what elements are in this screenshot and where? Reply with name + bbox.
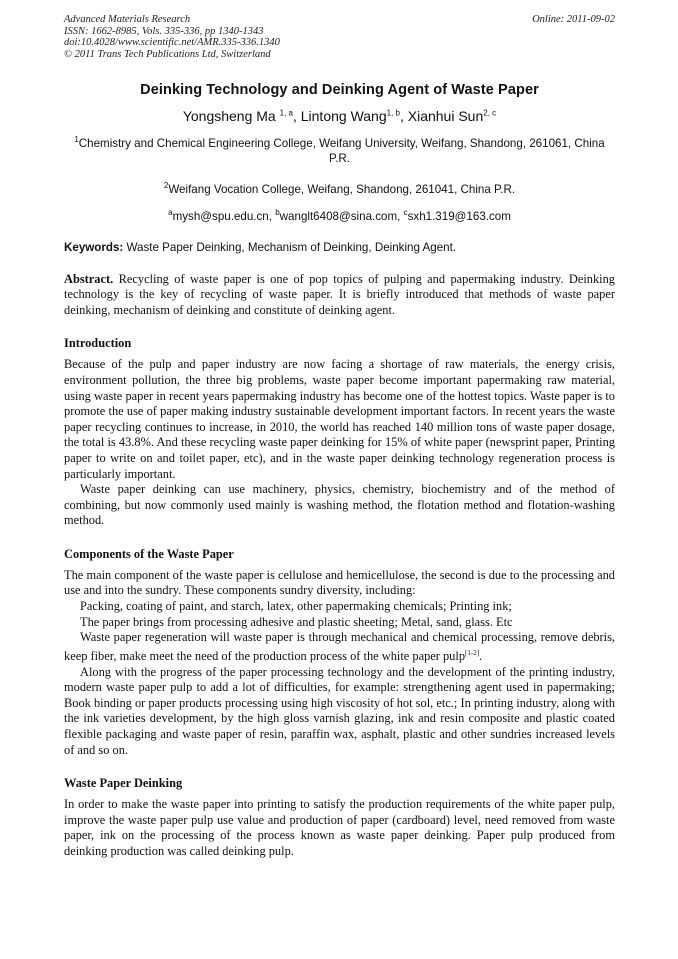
paragraph-end: . [479, 648, 483, 663]
author-name: Xianhui Sun [407, 108, 484, 124]
affiliation-text: Chemistry and Chemical Engineering College, Weifang University, Weifang, Shandong, 261061, China P.R. [78, 136, 605, 165]
paragraph: Because of the pulp and paper industry are now facing a shortage of raw materials, the energy crisis, environment pollution, the three big problems, waste paper become important papermaking raw material, using waste paper in recent years papermaking industry has become one of the hottest topics. Waste paper is to promote the use of paper making industry sustainable development important factors. In recent years the waste paper recycling continues to increase, in 2010, the world has reached 140 million tons of waste paper dosage, the total is 43.8%. And these recycling waste paper deinking for 15% of white paper (newsprint paper, Printing paper to write on and toilet paper, etc), and in the waste paper deinking technology regeneration process is particularly important. [64, 357, 615, 481]
affiliation-marker: 2 [163, 180, 169, 190]
author-affiliation-marker: 2, c [483, 108, 497, 118]
author-list: Yongsheng Ma $^{1, a}$, Lintong Wang$^{1, b}$, Xianhui Sun$^{2, c}$ [182, 108, 497, 124]
author-name: Yongsheng Ma [182, 108, 276, 124]
email-marker: b [275, 207, 280, 217]
email-link[interactable]: wanglt6408@sina.com [279, 209, 398, 223]
paragraph: The paper brings from processing adhesive and plastic sheeting; Metal, sand, glass. Etc [80, 614, 513, 629]
paragraph: Along with the progress of the paper processing technology and the development of the printing industry, modern waste paper pulp to add a lot of difficulties, for example: strengthening agent used in papermaking; Book binding or paper products processing using high viscosity of hot sol, etc.; In printing industry, along with the ink varieties development, by the high gloss varnish glazing, ink and resin composite and plastic coated flexible packaging and waste paper of resin, paraffin wax, asphalt, plastic and other sundries increased levels of and so on. [64, 664, 615, 757]
citation-reference[interactable]: [1-2] [465, 648, 480, 657]
author-name: Lintong Wang [300, 108, 387, 124]
journal-header [64, 14, 615, 60]
abstract-label: Abstract. [64, 271, 114, 286]
paragraph: In order to make the waste paper into printing to satisfy the production requirements of the white paper pulp, improve the waste paper pulp use value and production of paper (cardboard) level, need removed from waste paper, ink on the processing of the process known as waste paper deinking. Paper pulp produced from deinking production was called deinking pulp. [64, 797, 615, 858]
affiliation-marker: 1 [74, 135, 79, 144]
author-affiliation-marker: 1, b [386, 108, 400, 118]
section-heading-deinking: Waste Paper Deinking [64, 776, 183, 791]
paragraph: The main component of the waste paper is cellulose and hemicellulose, the second is due to the processing and use and into the sundry. These components sundry diversity, including: [64, 567, 615, 598]
email-link[interactable]: sxh1.319@163.com [407, 209, 511, 223]
keywords [64, 241, 615, 254]
paper-title: Deinking Technology and Deinking Agent of Waste Paper [140, 82, 539, 98]
copyright-line: © 2011 Trans Tech Publications Ltd, Switzerland [64, 48, 271, 60]
email-marker: a [168, 207, 173, 217]
section-heading-introduction: Introduction [64, 336, 132, 351]
section-heading-components: Components of the Waste Paper [64, 546, 234, 561]
paragraph [64, 630, 615, 664]
email-marker: c [403, 207, 408, 217]
doi-line: doi:10.4028/www.scientific.net/AMR.335-336.1340 [64, 37, 280, 48]
abstract-text: Recycling of waste paper is one of pop topics of pulping and papermaking industry. Deinking technology is the key of recycling of waste paper. It is briefly introduced that methods of waste paper deinking, mechanism of deinking and constitute of deinking agent. [64, 271, 615, 317]
paragraph-text: Waste paper regeneration will waste paper is through mechanical and chemical processing, remove debris, keep fiber, make meet the need of the production process of the white paper pulp [64, 630, 615, 663]
email-link[interactable]: mysh@spu.edu.cn [172, 209, 269, 223]
abstract [64, 272, 615, 319]
paragraph: Waste paper deinking can use machinery, physics, chemistry, biochemistry and of the method of combining, but now commonly used mainly is washing method, the flotation method and flotation-washing method. [64, 482, 615, 528]
paper-page [64, 14, 615, 860]
journal-name: Advanced Materials Research [64, 14, 191, 25]
affiliation-2 [64, 178, 615, 197]
issn-line: ISSN: 1662-8985, Vols. 335-336, pp 1340-1343 [64, 25, 264, 37]
online-date: Online: 2011-09-02 [532, 14, 615, 25]
paragraph: Packing, coating of paint, and starch, latex, other papermaking chemicals; Printing ink; [80, 599, 512, 614]
affiliation-text: Weifang Vocation College, Weifang, Shandong, 261041, China P.R. [168, 182, 516, 196]
keywords-text: Waste Paper Deinking, Mechanism of Deinking, Deinking Agent. [126, 240, 457, 254]
email-list: $^a$mysh@spu.edu.cn, $^b$wanglt6408@sina.com, $^c$sxh1.319@163.com [168, 207, 511, 223]
affiliation-1 [64, 132, 615, 166]
keywords-label: Keywords: [64, 240, 124, 254]
author-affiliation-marker: 1, a [279, 108, 293, 118]
